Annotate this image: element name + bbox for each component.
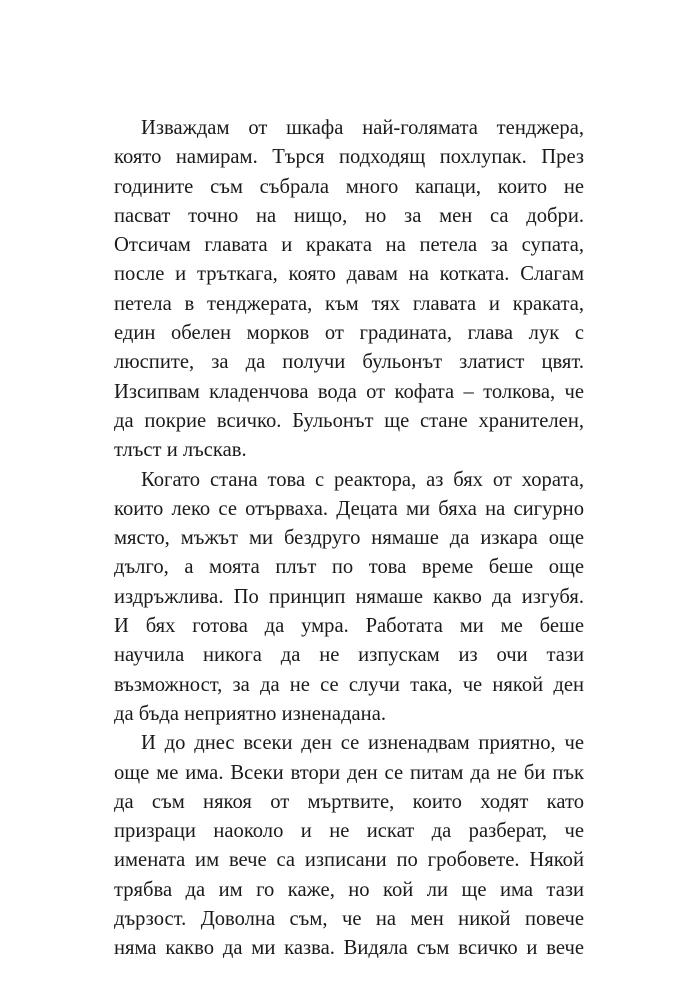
text-line: люспите, за да получи бульонът златист цвят. [114,351,584,374]
text-line: Отсичам главата и краката на петела за супата, [114,234,584,257]
text-line: дълго, а моята плът по това време беше още [114,556,584,579]
text-line: трябва да им го каже, но кой ли ще има тази [114,878,584,901]
text-line: призраци наоколо и не искат да разберат, че [114,820,584,843]
body-text [114,114,584,964]
text-line: И до днес всеки ден се изненадвам приятно, че [141,732,584,755]
text-line: които леко се отърваха. Децата ми бяха на сигурно [114,497,584,520]
text-line: Изваждам от шкафа най-голямата тенджера, [141,117,584,139]
text-line: имената им вече са изписани по гробовете. Някой [114,849,584,872]
text-line: тлъст и лъскав. [114,439,247,462]
text-line: един обелен морков от градината, глава лук с [114,322,584,345]
text-line: да покрие всичко. Бульонът ще стане хранителен, [114,409,584,432]
text-line: Когато стана това с реактора, аз бях от хората, [141,468,584,491]
text-line: дързост. Доволна съм, че на мен никой повече [114,908,584,931]
text-line: годините съм събрала много капаци, които не [114,175,584,198]
text-line: петела в тенджерата, към тях главата и краката, [114,292,584,315]
text-line: още ме има. Всеки втори ден се питам да не би пък [114,761,584,784]
text-line: пасват точно на нищо, но за мен са добри. [114,204,584,227]
text-line: възможност, за да не се случи така, че някой ден [114,673,584,696]
text-line: няма какво да ми казва. Видяла съм всичко и вече [114,937,584,960]
text-line: научила никога да не изпускам из очи тази [114,644,584,667]
text-line: издръжлива. По принцип нямаше какво да изгубя. [114,585,584,608]
text-line: И бях готова да умра. Работата ми ме беше [114,615,584,638]
text-line: място, мъжът ми бездруго нямаше да изкара още [114,527,584,550]
text-line: която намирам. Търся подходящ похлупак. През [114,146,584,169]
text-line: после и тръткага, която давам на котката. Слагам [114,263,584,286]
text-line: Изсипвам кладенчова вода от кофата – толкова, че [114,380,584,403]
text-line: да бъда неприятно изненадана. [114,702,386,725]
text-line: да съм някоя от мъртвите, които ходят като [114,790,584,813]
